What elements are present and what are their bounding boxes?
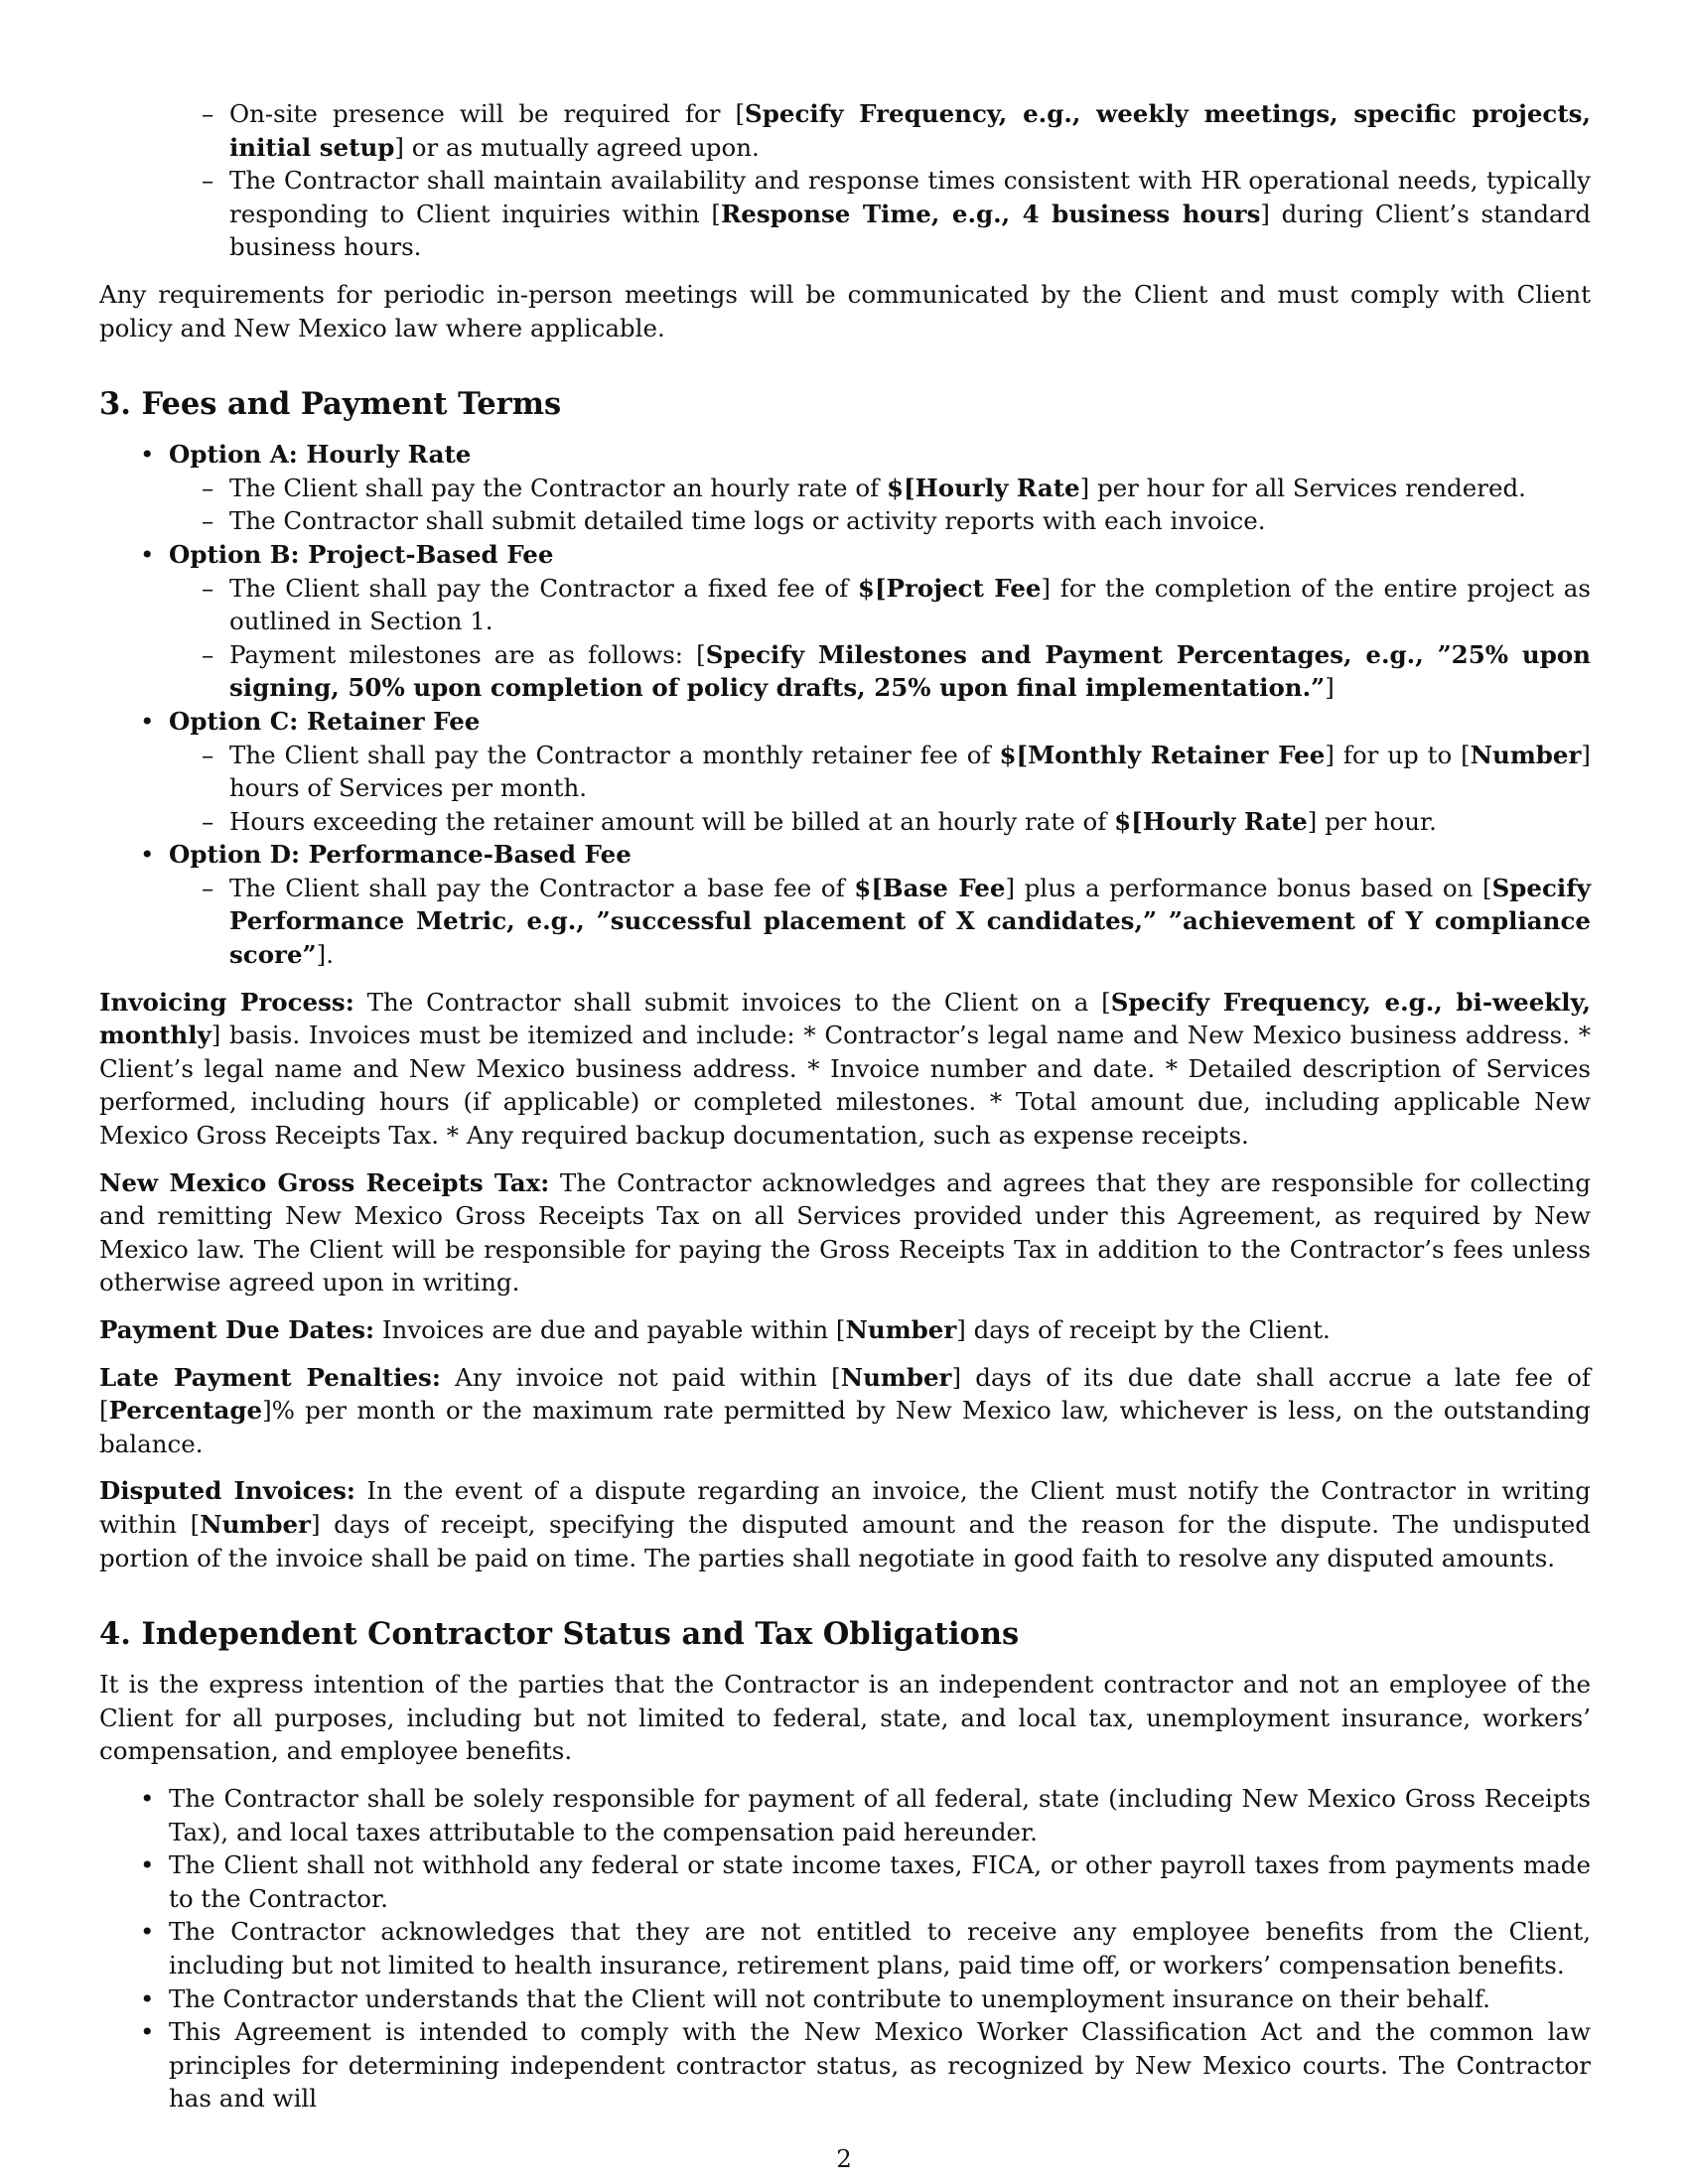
item-text: Hours exceeding the retainer amount will be billed at an hourly rate of bbox=[229, 806, 1115, 836]
section-4-heading: 4. Independent Contractor Status and Tax Obligations bbox=[99, 1616, 1020, 1653]
list-item bbox=[169, 472, 1591, 505]
item-text: ] for up to [ bbox=[1325, 740, 1471, 769]
placeholder-field: $[Monthly Retainer Fee bbox=[999, 740, 1326, 769]
item-text: ] per hour for all Services rendered. bbox=[1079, 473, 1526, 502]
list-item bbox=[169, 638, 1591, 705]
dash-marker: – bbox=[202, 473, 214, 502]
page-number: 2 bbox=[836, 2144, 852, 2173]
paragraph-text: In the event of a dispute regarding an invoice, the Client must notify the Contractor in writing within [ bbox=[99, 1476, 1591, 1539]
placeholder-field: Specify Performance Metric, e.g., ”successful placement of X candidates,” ”achievement of Y compliance score” bbox=[229, 873, 1591, 970]
placeholder-field: Number bbox=[840, 1362, 952, 1392]
item-text: ] during Client’s standard business hours. bbox=[229, 199, 1592, 262]
paragraph-label: New Mexico Gross Receipts Tax: bbox=[99, 1167, 550, 1197]
paragraph-text: The Contractor shall submit invoices to the Client on a [ bbox=[353, 987, 1111, 1017]
paragraph-text: The Contractor acknowledges and agrees that they are responsible for collecting and remitting New Mexico Gross Receipts Tax on all Services provided under this Agreement, as required by New Mexico law. The Client will be responsible for paying the Gross Receipts Tax in addition to the Contractor’s fees unless otherwise agreed upon in writing. bbox=[99, 1167, 1591, 1297]
list-item bbox=[99, 1915, 1591, 1981]
gross-receipts-tax-paragraph bbox=[99, 1166, 1591, 1299]
option-b bbox=[99, 538, 1591, 705]
dash-marker: – bbox=[202, 873, 214, 902]
placeholder-field: Response Time, e.g., 4 business hours bbox=[720, 199, 1261, 228]
item-text: On-site presence will be required for [ bbox=[229, 99, 746, 128]
bullet-marker: • bbox=[140, 1850, 155, 1880]
dash-marker: – bbox=[202, 99, 214, 128]
bullet-marker: • bbox=[140, 706, 155, 736]
option-c-details bbox=[169, 739, 1591, 839]
placeholder-field: Specify Milestones and Payment Percentages, e.g., ”25% upon signing, 50% upon completion of policy drafts, 25% upon final implementation.” bbox=[229, 639, 1591, 703]
section-4-intro: It is the express intention of the parties that the Contractor is an independent contractor and not an employee of the Client for all purposes, including but not limited to federal, state, and local tax, unemployment insurance, workers’ compensation, and employee benefits. bbox=[99, 1670, 1591, 1766]
item-text: The Client shall pay the Contractor an hourly rate of bbox=[229, 473, 887, 502]
list-item bbox=[99, 2015, 1591, 2116]
list-item bbox=[169, 872, 1591, 972]
option-d-details bbox=[169, 872, 1591, 972]
option-title: Option B: Project-Based Fee bbox=[169, 539, 554, 569]
item-text: ] bbox=[1325, 673, 1335, 703]
dash-marker: – bbox=[202, 166, 214, 196]
meetings-paragraph: Any requirements for periodic in-person meetings will be communicated by the Client and must comply with Client policy and New Mexico law where applicable. bbox=[99, 279, 1591, 342]
dash-marker: – bbox=[202, 573, 214, 603]
list-item bbox=[169, 504, 1591, 538]
on-site-requirements-list bbox=[99, 97, 1591, 264]
dash-marker: – bbox=[202, 639, 214, 669]
item-text: ] per hour. bbox=[1307, 806, 1437, 836]
item-text: The Contractor shall submit detailed time logs or activity reports with each invoice. bbox=[229, 506, 1266, 536]
item-text: ] for the completion of the entire project as outlined in Section 1. bbox=[229, 573, 1591, 636]
dash-marker: – bbox=[202, 740, 214, 769]
placeholder-field: $[Project Fee bbox=[857, 573, 1042, 603]
item-text: The Client shall pay the Contractor a base fee of bbox=[229, 873, 855, 902]
list-item bbox=[169, 572, 1591, 638]
list-item bbox=[169, 739, 1591, 805]
paragraph-text: Invoices are due and payable within [ bbox=[374, 1315, 846, 1344]
option-c bbox=[99, 705, 1591, 838]
option-b-details bbox=[169, 572, 1591, 705]
placeholder-field: $[Hourly Rate bbox=[886, 473, 1080, 502]
list-item bbox=[99, 1848, 1591, 1915]
item-text: ] or as mutually agreed upon. bbox=[394, 132, 760, 162]
list-item bbox=[99, 97, 1591, 164]
bullet-marker: • bbox=[140, 1983, 155, 2013]
option-d bbox=[99, 838, 1591, 971]
item-text: The Client shall not withhold any federal or state income taxes, FICA, or other payroll taxes from payments made to the Contractor. bbox=[169, 1850, 1591, 1913]
paragraph-text: ] basis. Invoices must be itemized and include: * Contractor’s legal name and New Mexico business address. * Client’s legal name and New Mexico business address. * Invoice number and date. * Detailed description of Services performed, including hours (if applicable) or completed milestones. * Total amount due, including applicable New Mexico Gross Receipts Tax. * Any required backup documentation, such as expense receipts. bbox=[99, 1021, 1591, 1151]
paragraph-text: ]% per month or the maximum rate permitted by New Mexico law, whichever is less, on the outstanding balance. bbox=[99, 1396, 1591, 1458]
option-title: Option D: Performance-Based Fee bbox=[169, 840, 632, 870]
placeholder-field: $[Base Fee bbox=[854, 873, 1006, 902]
tax-obligations-list bbox=[99, 1782, 1591, 2116]
item-text: ] hours of Services per month. bbox=[229, 740, 1591, 803]
list-item bbox=[99, 164, 1591, 264]
dash-marker: – bbox=[202, 806, 214, 836]
paragraph-text: ] days of its due date shall accrue a late fee of [ bbox=[99, 1362, 1591, 1426]
placeholder-field: Specify Frequency, e.g., weekly meetings, specific projects, initial setup bbox=[229, 99, 1591, 162]
paragraph-label: Invoicing Process: bbox=[99, 987, 354, 1017]
option-title: Option A: Hourly Rate bbox=[169, 440, 472, 470]
item-text: The Client shall pay the Contractor a monthly retainer fee of bbox=[229, 740, 1000, 769]
option-title: Option C: Retainer Fee bbox=[169, 706, 481, 736]
item-text: ] plus a performance bonus based on [ bbox=[1005, 873, 1492, 902]
late-payment-penalties-paragraph bbox=[99, 1361, 1591, 1461]
item-text: The Contractor acknowledges that they are not entitled to receive any employee benefits from the Client, including but not limited to health insurance, retirement plans, paid time off, or workers’ compensation benefits. bbox=[169, 1917, 1591, 1979]
fee-options-list bbox=[99, 438, 1591, 972]
item-text: The Contractor shall be solely responsible for payment of all federal, state (including New Mexico Gross Receipts Tax), and local taxes attributable to the compensation paid hereunder. bbox=[169, 1783, 1591, 1846]
item-text: The Contractor shall maintain availability and response times consistent with HR operational needs, typically responding to Client inquiries within [ bbox=[229, 166, 1591, 228]
bullet-marker: • bbox=[140, 440, 155, 470]
bullet-marker: • bbox=[140, 1917, 155, 1947]
list-item bbox=[99, 1782, 1591, 1848]
list-item bbox=[99, 1982, 1591, 2016]
paragraph-text: ] days of receipt, specifying the disputed amount and the reason for the dispute. The undisputed portion of the invoice shall be paid on time. The parties shall negotiate in good faith to resolve any disputed amounts. bbox=[99, 1509, 1591, 1572]
placeholder-field: Percentage bbox=[108, 1396, 263, 1426]
item-text: This Agreement is intended to comply with the New Mexico Worker Classification Act and the common law principles for determining independent contractor status, as recognized by New Mexico courts. The Contractor has and will bbox=[169, 2017, 1591, 2114]
list-item bbox=[169, 805, 1591, 839]
paragraph-text: Any invoice not paid within [ bbox=[440, 1362, 841, 1392]
bullet-marker: • bbox=[140, 840, 155, 870]
section-3-heading: 3. Fees and Payment Terms bbox=[99, 386, 562, 423]
bullet-marker: • bbox=[140, 1783, 155, 1813]
option-a-details bbox=[169, 472, 1591, 538]
option-a bbox=[99, 438, 1591, 538]
invoicing-process-paragraph bbox=[99, 986, 1591, 1153]
item-text: ]. bbox=[316, 940, 334, 970]
placeholder-field: Number bbox=[200, 1509, 311, 1539]
paragraph-text: ] days of receipt by the Client. bbox=[956, 1315, 1331, 1344]
paragraph-label: Disputed Invoices: bbox=[99, 1476, 355, 1506]
payment-due-dates-paragraph bbox=[99, 1313, 1591, 1347]
placeholder-field: Specify Frequency, e.g., bi-weekly, monthly bbox=[99, 987, 1591, 1050]
item-text: Payment milestones are as follows: [ bbox=[229, 639, 706, 669]
bullet-marker: • bbox=[140, 2017, 155, 2047]
dash-marker: – bbox=[202, 506, 214, 536]
placeholder-field: $[Hourly Rate bbox=[1114, 806, 1308, 836]
paragraph-label: Late Payment Penalties: bbox=[99, 1362, 441, 1392]
placeholder-field: Number bbox=[1470, 740, 1582, 769]
bullet-marker: • bbox=[140, 539, 155, 569]
placeholder-field: Number bbox=[845, 1315, 957, 1344]
item-text: The Contractor understands that the Client will not contribute to unemployment insurance on their behalf. bbox=[169, 1983, 1490, 2013]
paragraph-label: Payment Due Dates: bbox=[99, 1315, 375, 1344]
item-text: The Client shall pay the Contractor a fixed fee of bbox=[229, 573, 858, 603]
disputed-invoices-paragraph bbox=[99, 1474, 1591, 1574]
page-content bbox=[99, 97, 1591, 2116]
